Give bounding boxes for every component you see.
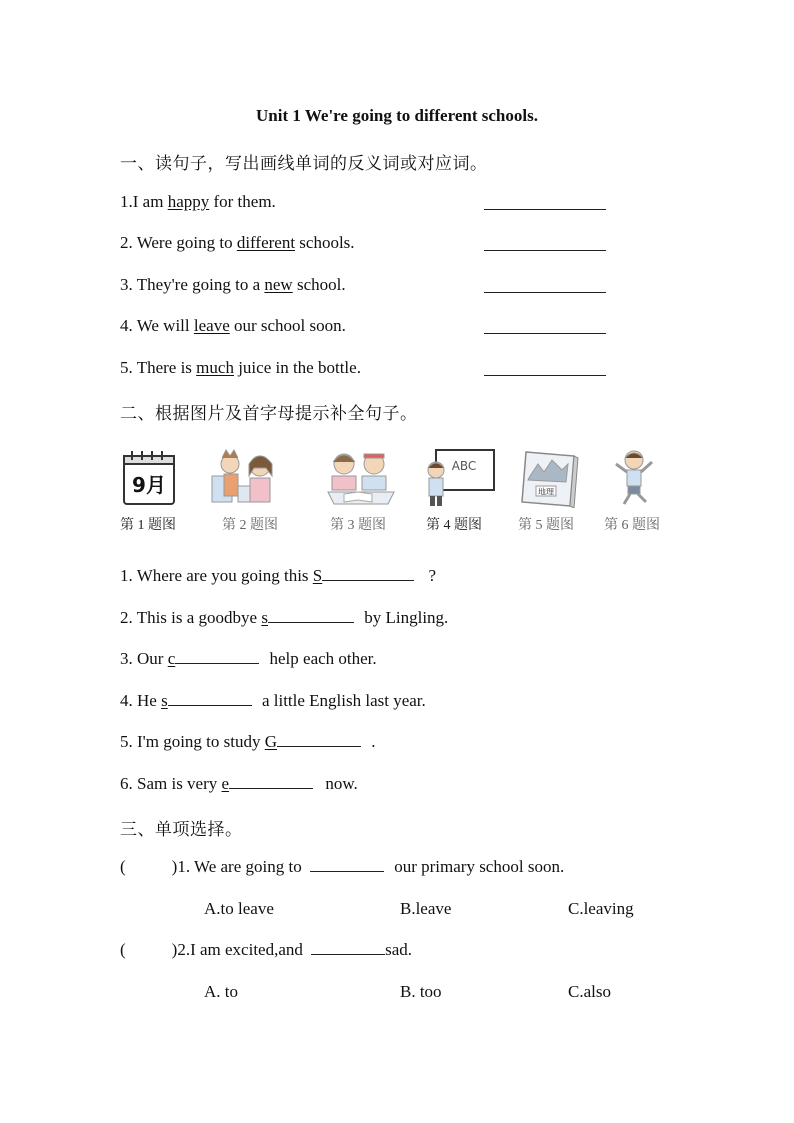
- s2-blank-2[interactable]: [268, 608, 354, 623]
- s3-q2-option-b[interactable]: B. too: [400, 982, 442, 1001]
- s1-answer-blank-5[interactable]: [484, 374, 606, 376]
- s2-item-6: [120, 774, 358, 794]
- s1-item-5-pre: 5. There is: [120, 358, 197, 377]
- s2-blank-3[interactable]: [175, 649, 259, 664]
- s1-item-2-pre: 2. Were going to: [120, 233, 237, 252]
- caption-6: 第 6 题图: [604, 518, 660, 533]
- kids-reading-icon: [322, 446, 400, 508]
- s1-item-2-word: different: [236, 233, 296, 252]
- section-3-heading: 三、单项选择。: [120, 820, 243, 840]
- s2-item-6-post: now.: [321, 774, 358, 793]
- s3-q1-open-paren: (: [120, 857, 126, 876]
- s2-blank-1[interactable]: [322, 566, 414, 581]
- s3-q2-option-a[interactable]: A. to: [204, 982, 238, 1001]
- s2-item-5: [120, 732, 376, 752]
- s3-q2-open-paren: (: [120, 940, 126, 959]
- s2-item-3-letter: c: [167, 649, 176, 668]
- s2-item-1-pre: 1. Where are you going this: [120, 566, 313, 585]
- s2-item-1: [120, 566, 436, 586]
- s3-q2-post: sad.: [385, 940, 413, 959]
- s1-item-4: [120, 316, 346, 336]
- calendar-text: 9月: [132, 473, 166, 497]
- s2-item-3: [120, 649, 377, 669]
- s1-answer-blank-4[interactable]: [484, 332, 606, 334]
- board-text: ABC: [451, 459, 477, 473]
- s2-item-2: [120, 608, 448, 628]
- s2-item-6-letter: e: [221, 774, 230, 793]
- s1-answer-blank-1[interactable]: [484, 208, 606, 210]
- s2-item-5-pre: 5. I'm going to study: [120, 732, 265, 751]
- excited-boy-icon: [600, 446, 678, 508]
- s1-item-4-pre: 4. We will: [120, 316, 194, 335]
- s1-item-2: [120, 233, 355, 253]
- s3-q1-option-b[interactable]: B.leave: [400, 899, 452, 918]
- s2-blank-5[interactable]: [277, 732, 361, 747]
- s1-item-3-post: school.: [292, 275, 346, 294]
- s3-q2-option-c[interactable]: C.also: [568, 982, 611, 1001]
- s2-item-2-pre: 2. This is a goodbye: [120, 608, 262, 627]
- s2-item-6-pre: 6. Sam is very: [120, 774, 222, 793]
- s3-q1-blank[interactable]: [310, 857, 384, 872]
- section-2-heading: 二、根据图片及首字母提示补全句子。: [120, 404, 418, 424]
- s3-q1-text: )1. We are going to: [171, 857, 306, 876]
- s3-q1-option-a[interactable]: A.to leave: [204, 899, 274, 918]
- s1-item-1-word: happy: [167, 192, 210, 211]
- caption-1: 第 1 题图: [120, 518, 176, 533]
- s3-q1-post: our primary school soon.: [389, 857, 565, 876]
- s3-q2-text: )2.I am excited,and: [171, 940, 308, 959]
- s1-item-5-word: much: [196, 358, 234, 377]
- kids-greeting-icon: [208, 446, 286, 508]
- s3-question-1: [120, 857, 564, 877]
- s1-answer-blank-2[interactable]: [484, 249, 606, 251]
- s2-item-4-pre: 4. He: [120, 691, 162, 710]
- s3-question-2: [120, 940, 412, 960]
- s1-item-3-word: new: [264, 275, 293, 294]
- s2-item-5-letter: G: [264, 732, 278, 751]
- s2-item-1-post: ?: [424, 566, 437, 585]
- page-title: Unit 1 We're going to different schools.: [256, 106, 538, 125]
- s1-item-2-post: schools.: [295, 233, 355, 252]
- s1-answer-blank-3[interactable]: [484, 291, 606, 293]
- s1-item-5-post: juice in the bottle.: [233, 358, 361, 377]
- s2-item-4: [120, 691, 426, 711]
- caption-4: 第 4 题图: [426, 518, 482, 533]
- s2-item-4-post: a little English last year.: [257, 691, 426, 710]
- geography-book-icon: [512, 446, 590, 508]
- s2-item-3-pre: 3. Our: [120, 649, 168, 668]
- s2-item-2-letter: s: [261, 608, 268, 627]
- s2-item-5-post: .: [367, 732, 376, 751]
- caption-5: 第 5 题图: [518, 518, 574, 533]
- section-1-heading: 一、读句子，写出画线单词的反义词或对应词。: [120, 154, 488, 174]
- s1-item-1-post: for them.: [209, 192, 276, 211]
- s2-item-1-letter: S: [312, 566, 323, 585]
- s1-item-3: [120, 275, 346, 295]
- s2-blank-4[interactable]: [168, 691, 252, 706]
- caption-3: 第 3 题图: [330, 518, 386, 533]
- caption-2: 第 2 题图: [222, 518, 278, 533]
- s1-item-5: [120, 358, 361, 378]
- s3-q2-blank[interactable]: [311, 940, 385, 955]
- s2-item-2-post: by Lingling.: [359, 608, 449, 627]
- s1-item-1: [120, 192, 276, 212]
- blackboard-icon: [420, 446, 498, 508]
- s1-item-3-pre: 3. They're going to a: [120, 275, 265, 294]
- s1-item-1-pre: 1.I am: [120, 192, 168, 211]
- s1-item-4-word: leave: [193, 316, 230, 335]
- book-text: 地理: [538, 487, 554, 497]
- s2-blank-6[interactable]: [229, 774, 313, 789]
- s3-q1-option-c[interactable]: C.leaving: [568, 899, 634, 918]
- s2-item-3-post: help each other.: [265, 649, 377, 668]
- s1-item-4-post: our school soon.: [229, 316, 346, 335]
- s2-item-4-letter: s: [161, 691, 168, 710]
- calendar-icon: [118, 446, 196, 508]
